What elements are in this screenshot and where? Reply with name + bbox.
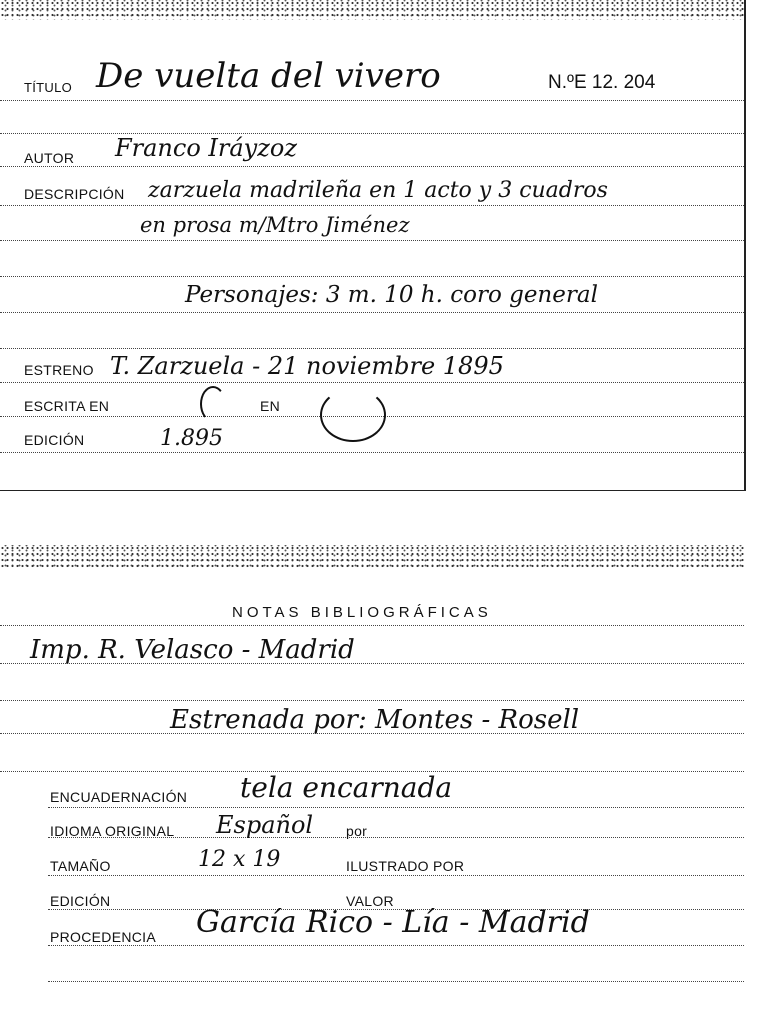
nota-line-1: Imp. R. Velasco - Madrid [30,635,355,665]
ruled-line [0,133,744,134]
edicion-label: EDICIÓN [50,893,111,909]
catalog-card-bottom [0,545,744,1028]
ruled-line [0,625,744,626]
por-label: por [346,823,368,839]
valor-label: VALOR [346,893,394,909]
estreno-label: ESTRENO [24,362,94,378]
notas-heading: NOTAS BIBLIOGRÁFICAS [232,604,492,621]
descripcion-label: DESCRIPCIÓN [24,186,125,202]
ruled-line [0,700,744,701]
ruled-line [48,981,744,982]
escrita-en-label: ESCRITA EN [24,398,110,414]
titulo-label: TÍTULO [24,80,73,95]
card-bottom-edge [0,545,744,569]
procedencia-label: PROCEDENCIA [50,929,156,945]
ruled-line [0,205,744,206]
ruled-line [48,807,744,808]
ink-mark [320,388,386,442]
tamano-value: 12 x 19 [198,847,281,872]
ruled-line [0,166,744,167]
en-label: EN [260,398,281,414]
edicion-value: 1.895 [160,426,223,451]
descripcion-line1: zarzuela madrileña en 1 acto y 3 cuadros [148,178,608,203]
estreno-value: T. Zarzuela - 21 noviembre 1895 [110,352,504,380]
autor-label: AUTOR [24,150,75,166]
ruled-line [0,276,744,277]
idioma-original-value: Español [216,811,314,839]
descripcion-line2: en prosa m/Mtro Jiménez [140,213,410,237]
autor-value: Franco Iráyzoz [115,134,297,162]
encuadernacion-value: tela encarnada [240,771,453,804]
ruled-line [0,452,744,453]
ruled-line [0,240,744,241]
ruled-line [48,945,744,946]
procedencia-value: García Rico - Lía - Madrid [196,905,590,940]
tamano-label: TAMAÑO [50,858,111,874]
nota-line-2: Estrenada por: Montes - Rosell [170,705,580,735]
ruled-line [0,100,744,101]
ink-mark [200,386,226,422]
titulo-value: De vuelta del vivero [96,56,441,96]
encuadernacion-label: ENCUADERNACIÓN [50,789,188,805]
ruled-line [48,875,744,876]
idioma-original-label: IDIOMA ORIGINAL [50,823,175,839]
ilustrado-por-label: ILUSTRADO POR [346,858,465,874]
ruled-line [0,312,744,313]
numero-value: N.ºE 12. 204 [548,72,656,93]
ruled-line [0,348,744,349]
ruled-line [0,382,744,383]
card-top-edge [0,0,744,20]
personajes-value: Personajes: 3 m. 10 h. coro general [185,282,598,308]
edicion-label: EDICIÓN [24,432,85,448]
catalog-card-top [0,0,746,491]
